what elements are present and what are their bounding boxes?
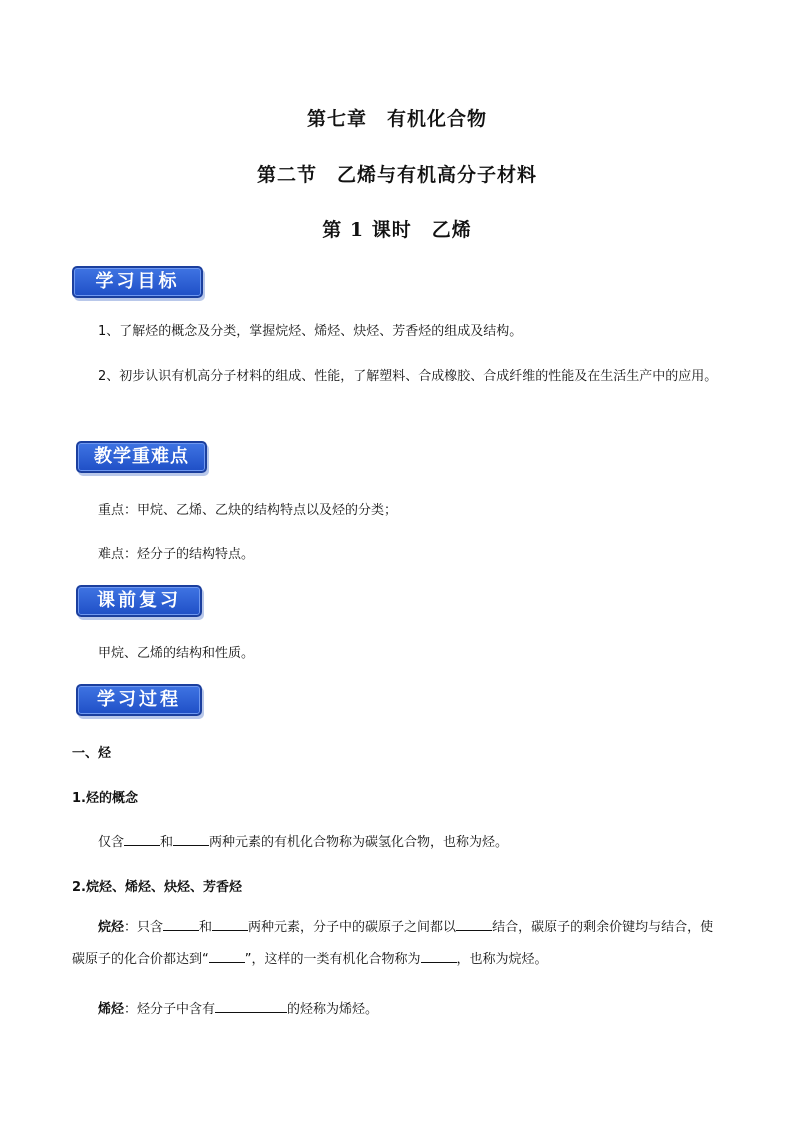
blank-field[interactable] xyxy=(173,833,209,846)
heading-hydrocarbon: 一、烃 xyxy=(72,746,112,761)
alkane-label: 烷烃 xyxy=(98,920,125,935)
blank-field[interactable] xyxy=(209,950,245,963)
alkene-text-2: 的烃称为烯烃。 xyxy=(287,1002,379,1017)
alkane-text-1: ：只含 xyxy=(124,920,164,935)
alkene-text-1: ：烃分子中含有 xyxy=(124,1002,216,1017)
subheading-concept: 1.烃的概念 xyxy=(72,791,138,806)
blank-field[interactable] xyxy=(163,918,199,931)
review-text: 甲烷、乙烯的结构和性质。 xyxy=(98,646,255,661)
review-badge: 课前复习 xyxy=(76,585,202,617)
alkane-text-5: ”，这样的一类有机化合物称为 xyxy=(244,952,421,967)
process-badge: 学习过程 xyxy=(76,684,202,716)
concept-text-3: 两种元素的有机化合物称为碳氢化合物，也称为烃。 xyxy=(209,835,509,850)
difficult-point-text: 难点：烃分子的结构特点。 xyxy=(98,547,255,562)
alkane-text-2: 和 xyxy=(199,920,213,935)
alkane-paragraph xyxy=(72,912,722,976)
section-title: 第二节 乙烯与有机高分子材料 xyxy=(256,164,537,186)
blank-field[interactable] xyxy=(456,918,492,931)
concept-text-2: 和 xyxy=(160,835,174,850)
blank-field[interactable] xyxy=(215,1000,287,1013)
lesson-title: 第 1 课时 乙烯 xyxy=(322,219,472,241)
alkene-label: 烯烃 xyxy=(98,1002,125,1017)
concept-text-1: 仅含 xyxy=(98,835,125,850)
alkane-text-4: 结合，碳原子的剩余价键均与结合，使碳原子的化合价都达到“ xyxy=(72,920,714,967)
concept-sentence xyxy=(98,831,508,850)
subheading-types: 2.烷烃、烯烃、炔烃、芳香烃 xyxy=(72,880,242,895)
alkane-text-6: ，也称为烷烃。 xyxy=(456,952,548,967)
blank-field[interactable] xyxy=(212,918,248,931)
objective-item-2: 2、初步认识有机高分子材料的组成、性能，了解塑料、合成橡胶、合成纤维的性能及在生活生产中的应用。 xyxy=(98,369,718,384)
key-points-badge: 教学重难点 xyxy=(76,441,207,473)
chapter-title: 第七章 有机化合物 xyxy=(306,108,487,130)
objectives-badge: 学习目标 xyxy=(72,266,203,298)
alkane-text-3: 两种元素，分子中的碳原子之间都以 xyxy=(248,920,457,935)
blank-field[interactable] xyxy=(124,833,160,846)
blank-field[interactable] xyxy=(421,950,457,963)
key-point-text: 重点：甲烷、乙烯、乙炔的结构特点以及烃的分类； xyxy=(98,503,398,518)
objective-item-1: 1、了解烃的概念及分类，掌握烷烃、烯烃、炔烃、芳香烃的组成及结构。 xyxy=(98,324,523,339)
alkene-sentence xyxy=(98,998,378,1017)
